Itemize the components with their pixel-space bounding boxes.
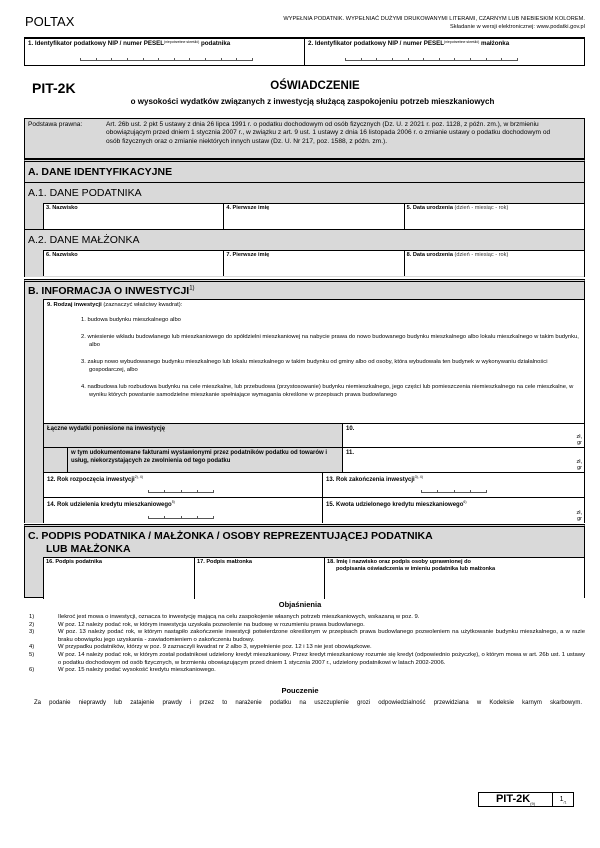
explanations-list [29, 614, 585, 675]
instruction-title: Pouczenie [281, 686, 319, 695]
invoiced-expenses-label: w tym udokumentowane fakturami wystawionymi przez podatników podatku od towarów i usług, niekorzystających ze zwolnienia od tego podatku [68, 448, 342, 472]
taxpayer-data-row [43, 203, 584, 229]
field-number: 11. [346, 450, 355, 456]
legal-basis-label: Podstawa prawna: [28, 121, 83, 128]
spouse-data-row [43, 250, 584, 276]
field-label: 16. Podpis podatnika [46, 559, 102, 565]
indent-spacer [44, 448, 68, 472]
field-note: (niepotrzebne skreślić) [444, 40, 480, 44]
section-a-title: A. DANE IDENTYFIKACYJNE [28, 166, 173, 178]
signature-row [43, 557, 584, 599]
currency-label: zł, gr [576, 510, 582, 522]
form-subheading: o wysokości wydatków związanych z inwestycją służącą zaspokojeniu potrzeb mieszkaniowych [130, 97, 495, 106]
field-label-suffix: podatnika [199, 40, 231, 47]
legal-basis-text: Art. 26b ust. 2 pkt 5 ustawy z dnia 26 lipca 1991 r. o podatku dochodowym od osób fizycznych (Dz. U. z 2021 r. poz. 1128, z późn. zm.), w brzmieniu obowiązującym przed dniem 1 stycznia 2007 r., w związku z art. 9 ust. 1 ustawy z dnia 16 listopada 2006 r. o zmianie ustawy o podatku dochodowym od osób fizycznych oraz o zmianie niektórych innych ustaw (Dz. U. Nr 217, poz. 1588, z późn. zm.). [106, 121, 551, 145]
section-a1-title: A.1. DANE PODATNIKA [25, 182, 584, 203]
field-label: 2. Identyfikator podatkowy NIP / numer PESEL [308, 40, 445, 47]
digit-comb [421, 490, 487, 493]
instruction-text: Za podanie nieprawdy lub zatajenie prawdy i przez to narażenie podatku na uszczuplenie grozi odpowiedzialność przewidziana w Kodeksie karnym skarbowym. [34, 700, 582, 706]
birth-date-field[interactable] [404, 204, 584, 229]
investment-option-2[interactable]: 2. wniesienie wkładu budowlanego lub mieszkaniowego do spółdzielni mieszkaniowej na nabycie prawa do nowo budowanego budynku mieszkalnego albo lokalu mieszkalnego w takim budynku, albo [81, 333, 579, 348]
field-note: (zaznaczyć właściwy kwadrat): [101, 302, 183, 308]
section-a [24, 159, 585, 277]
digit-comb [148, 516, 214, 519]
explanation-item: 4) W przypadku podatników, którzy w poz. 9 zaznaczyli kwadrat nr 2 albo 3, wypełnienie poz. 12 i 13 nie jest obowiązkowe. [29, 644, 372, 651]
brand-logo: POLTAX [25, 14, 75, 29]
investment-years-row [44, 472, 584, 497]
field-label: 3. Nazwisko [46, 205, 78, 211]
field-label: 13. Rok zakończenia inwestycji [326, 477, 415, 483]
taxpayer-signature-field[interactable] [44, 558, 194, 599]
field-label: 18. Imię i nazwisko oraz podpis osoby uprawnionej do [327, 559, 471, 565]
spouse-signature-field[interactable] [194, 558, 324, 599]
explanation-item: 5) W poz. 14 należy podać rok, w którym został podatnikowi udzielony kredyt mieszkaniowy. Przez kredyt mieszkaniowy rozumie się kredyt (odpowiednio pożyczkę), o którym mowa w art. 26b ust. 1 ustawy o podatku dochodowym od osób fizycznych, w brzmieniu obowiązującym przed dniem 1 stycznia 2007 r., udzielony podatnikowi w latach 2002-2006. [29, 651, 585, 666]
fill-instruction-line: WYPEŁNIA PODATNIK. WYPEŁNIAĆ DUŻYMI DRUKOWANYMI LITERAMI, CZARNYM LUB NIEBIESKIM KOLOREM. [283, 16, 585, 22]
electronic-filing-note: Składanie w wersji elektronicznej: www.podatki.gov.pl [450, 23, 585, 30]
identifier-row [24, 38, 585, 66]
footnote-ref: 1) [189, 285, 195, 292]
expenses-grid [43, 423, 584, 523]
field-label: podpisania oświadczenia w imieniu podatnika lub małżonka [336, 566, 496, 572]
spouse-first-name-field[interactable] [223, 251, 403, 276]
total-expenses-row [44, 423, 584, 447]
explanation-item: 1) Ilekroć jest mowa o inwestycji, oznacza to inwestycję mającą na celu zaspokojenie własnych potrzeb mieszkaniowych, wskazaną w poz. 9. [29, 614, 420, 620]
surname-field[interactable] [44, 204, 223, 229]
currency-label: zł, gr [576, 434, 582, 446]
page-number: $1_{/1}$ [559, 796, 567, 805]
total-expenses-label: Łączne wydatki poniesione na inwestycję [44, 424, 342, 447]
field-label: 9. Rodzaj inwestycji [47, 302, 102, 308]
section-c [24, 524, 585, 598]
explanation-item: 6) W poz. 15 należy podać wysokość kredytu mieszkaniowego. [29, 667, 216, 674]
fill-instructions [283, 16, 585, 31]
investment-option-4[interactable]: 4. nadbudowa lub rozbudowa budynku na cele mieszkalne, lub przebudowa (przystosowanie) budynku niemieszkalnego, jego części lub pomieszczenia niemieszkalnego na cele mieszkalne, w wyniku których powstanie samodzielne mieszkanie spełniające wymagania określone w przepisach prawa budowlanego [81, 383, 574, 398]
field-note: (dzień - miesiąc - rok) [452, 205, 509, 211]
digit-comb [345, 58, 518, 61]
field-label: 17. Podpis małżonka [197, 559, 253, 565]
field-label: 6. Nazwisko [46, 252, 78, 258]
field-number: 10. [346, 426, 355, 432]
field-label: 7. Pierwsze imię [226, 252, 270, 258]
section-c-title-line: LUB MAŁŻONKA [46, 543, 131, 555]
spouse-surname-field[interactable] [44, 251, 223, 276]
invoiced-expenses-field[interactable] [342, 448, 584, 472]
field-label: 8. Data urodzenia [406, 252, 453, 258]
invoiced-expenses-row [44, 447, 584, 472]
representative-signature-field[interactable] [324, 558, 584, 599]
field-label-suffix: małżonka [479, 40, 510, 47]
form-footer [478, 792, 574, 807]
legal-basis [24, 118, 585, 159]
investment-option-1[interactable]: 1. budowa budynku mieszkalnego albo [81, 317, 181, 323]
footnote-ref: 2), 4) [134, 475, 143, 479]
section-b [24, 279, 585, 523]
explanation-item: 2) W poz. 12 należy podać rok, w którym inwestycja uzyskała pozwolenie na budowę w rozumieniu prawa budowlanego. [29, 621, 365, 628]
total-expenses-field[interactable] [342, 424, 584, 447]
explanation-item: 3) W poz. 13 należy podać rok, w którym nastąpiło zakończenie inwestycji potwierdzone określonym w przepisach prawa budowlanego pozwoleniem na użytkowanie budynku mieszkalnego, a w razie braku obowiązku jego uzyskania - zawiadomieniem o zakończeniu budowy. [29, 629, 585, 643]
section-b-title-row [25, 282, 584, 299]
field-label: 1. Identyfikator podatkowy NIP / numer PESEL [28, 40, 165, 47]
field-label: 12. Rok rozpoczęcia inwestycji [47, 477, 135, 483]
form-heading: OŚWIADCZENIE [270, 80, 360, 92]
section-c-title-line: C. PODPIS PODATNIKA / MAŁŻONKA / OSOBY REPREZENTUJĄCEJ PODATNIKA [28, 530, 433, 542]
section-a2-title: A.2. DANE MAŁŻONKA [25, 229, 584, 250]
credit-year-field[interactable] [44, 498, 322, 523]
credit-row [44, 497, 584, 523]
credit-amount-field[interactable] [322, 498, 584, 523]
investment-end-year-field[interactable] [322, 473, 584, 497]
digit-comb [80, 58, 253, 61]
field-note: (dzień - miesiąc - rok) [452, 252, 509, 258]
footnote-ref: 3), 4) [414, 475, 423, 479]
taxpayer-id-field[interactable] [25, 38, 304, 65]
spouse-id-field[interactable] [304, 38, 584, 65]
investment-type-field [43, 299, 584, 423]
footnote-ref: 6) [463, 500, 467, 504]
footer-form-code: PIT-$2K_{(9)}$ [479, 793, 553, 806]
spouse-birth-date-field[interactable] [404, 251, 584, 276]
investment-start-year-field[interactable] [44, 473, 322, 497]
investment-option-3[interactable]: 3. zakup nowo wybudowanego budynku mieszkalnego lub lokalu mieszkalnego w takim budynku od gminy albo od osoby, która wybudowała ten budynek w wykonywaniu działalności gospodarczej, albo [81, 358, 548, 373]
currency-label: zł, gr [576, 459, 582, 471]
first-name-field[interactable] [223, 204, 403, 229]
digit-comb [148, 490, 214, 493]
footnote-ref: 5) [171, 500, 175, 504]
section-c-title [25, 527, 584, 556]
field-label: 15. Kwota udzielonego kredytu mieszkaniowego [326, 502, 464, 508]
field-label: 4. Pierwsze imię [226, 205, 270, 211]
field-label: 5. Data urodzenia [406, 205, 453, 211]
explanations-title: Objaśnienia [278, 600, 322, 609]
section-b-title: B. INFORMACJA O INWESTYCJI [28, 285, 190, 297]
field-label: 14. Rok udzielenia kredytu mieszkaniowego [47, 502, 172, 508]
form-code: PIT-2K [32, 80, 76, 96]
field-note: (niepotrzebne skreślić) [164, 40, 200, 44]
